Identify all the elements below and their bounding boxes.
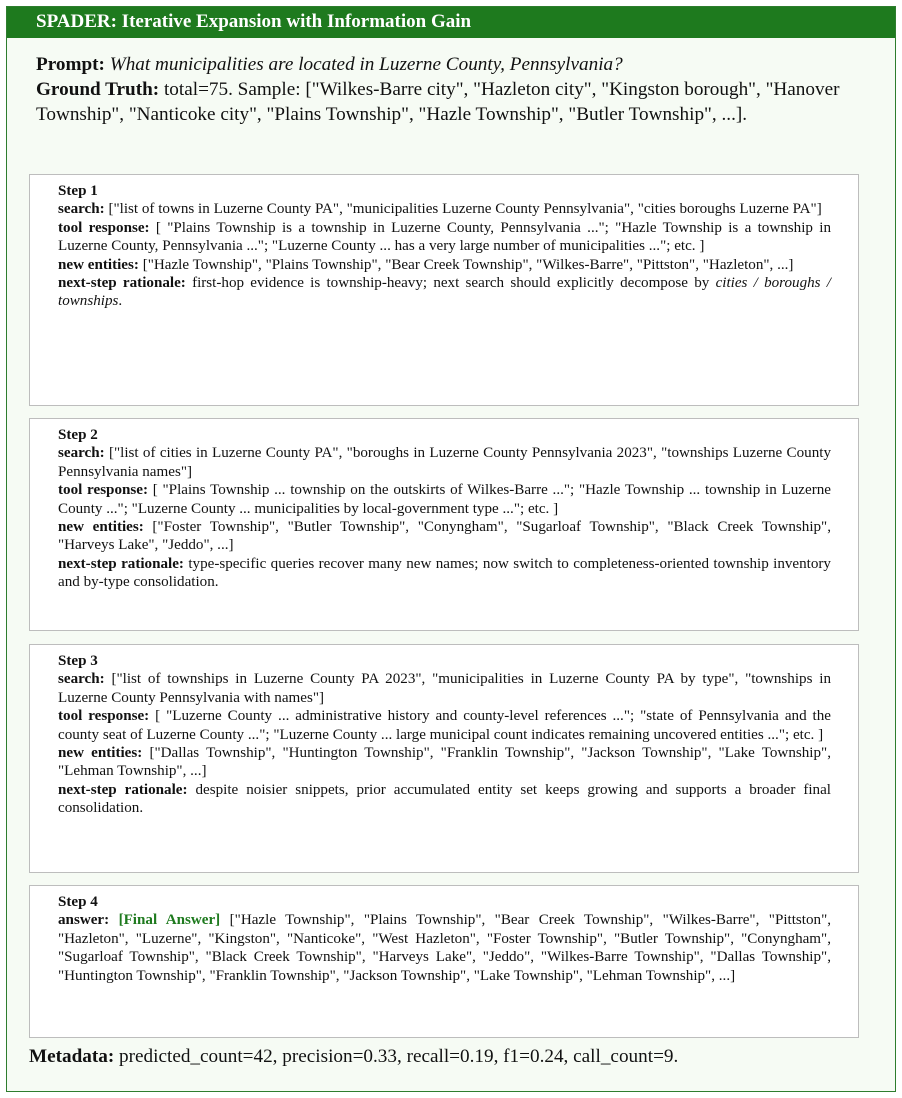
search-text: ["list of cities in Luzerne County PA", "boroughs in Luzerne County Pennsylvania 2023", "townships Luzerne County Pennsylvania names"] (58, 445, 831, 480)
step-title: Step 3 (58, 653, 98, 669)
ground-truth-text: total=75. Sample: ["Wilkes-Barre city", "Hazleton city", "Kingston borough", "Hanover Township", "Nanticoke city", "Plains Township", "Hazle Township", "Butler Township", ...]. (36, 79, 840, 125)
step-1-box (29, 174, 859, 406)
rationale-label: next-step rationale: (58, 275, 186, 292)
search-line (58, 200, 831, 218)
tool-response-label: tool response: (58, 482, 148, 499)
rationale-text: first-hop evidence is township-heavy; next search should explicitly decompose by (192, 275, 710, 292)
tool-response-line (58, 219, 831, 256)
new-entities-label: new entities: (58, 256, 139, 273)
search-line (58, 670, 831, 707)
step-title: Step 2 (58, 427, 98, 443)
search-label: search: (58, 671, 105, 688)
rationale-text: despite noisier snippets, prior accumulated entity set keeps growing and supports a broader final consolidation. (58, 781, 831, 817)
search-line (58, 444, 831, 481)
new-entities-line (58, 518, 831, 555)
new-entities-line (58, 256, 831, 274)
metadata-label: Metadata: (29, 1046, 115, 1067)
rationale-label: next-step rationale: (58, 555, 184, 572)
step-2-box (29, 418, 859, 631)
new-entities-line (58, 744, 831, 781)
rationale-end: . (118, 293, 123, 310)
tool-response-line (58, 481, 831, 518)
tool-response-text: [ "Luzerne County ... administrative history and county-level references ..."; "state of Pennsylvania and the county seat of Luzerne County ..."; "Luzerne County ... large municipal count indicates remaining uncovered entities ..."; etc. ] (58, 708, 831, 743)
ground-truth-line (36, 77, 867, 127)
tool-response-text: [ "Plains Township is a township in Luzerne County, Pennsylvania ..."; "Hazle Township is a township in Luzerne County, Pennsylvania ..."; "Luzerne County ... has a very large number of municipalities ..."; etc. ] (58, 219, 831, 255)
new-entities-text: ["Dallas Township", "Huntington Township", "Franklin Township", "Jackson Township", "Lake Township", "Lehman Township", ...] (58, 745, 831, 780)
metadata-line (29, 1044, 678, 1069)
intro-section (7, 38, 895, 127)
new-entities-text: ["Foster Township", "Butler Township", "Conyngham", "Sugarloaf Township", "Black Creek Township", "Harveys Lake", "Jeddo", ...] (58, 519, 831, 554)
new-entities-label: new entities: (58, 519, 144, 536)
final-answer-tag: [Final Answer] (118, 912, 221, 929)
search-text: ["list of townships in Luzerne County PA 2023", "municipalities in Luzerne County PA by type", "townships in Luzerne County Pennsylvania with names"] (58, 671, 831, 706)
rationale-text: type-specific queries recover many new names; now switch to completeness-oriented township inventory and by-type consolidation. (58, 555, 831, 591)
new-entities-text: ["Hazle Township", "Plains Township", "Bear Creek Township", "Wilkes-Barre", "Pittston", "Hazleton", ...] (142, 256, 794, 273)
step-3-box (29, 644, 859, 873)
tool-response-line (58, 707, 831, 744)
rationale-label: next-step rationale: (58, 781, 188, 798)
tool-response-text: [ "Plains Township ... township on the outskirts of Wilkes-Barre ..."; "Hazle Township ... township in Luzerne County ..."; "Luzerne County ... municipalities by local-government type ..."; etc. ] (58, 482, 831, 517)
rationale-line (58, 555, 831, 592)
new-entities-label: new entities: (58, 745, 143, 762)
search-label: search: (58, 201, 105, 218)
search-text: ["list of towns in Luzerne County PA", "municipalities Luzerne County Pennsylvania", "cities boroughs Luzerne PA"] (108, 201, 822, 218)
ground-truth-label: Ground Truth: (36, 79, 160, 100)
prompt-line (36, 52, 867, 77)
answer-line (58, 911, 831, 985)
rationale-emphasis: cities / boroughs / townships (58, 275, 831, 310)
metadata-text: predicted_count=42, precision=0.33, recall=0.19, f1=0.24, call_count=9. (119, 1046, 679, 1067)
tool-response-label: tool response: (58, 708, 150, 725)
tool-response-label: tool response: (58, 219, 150, 236)
box-title: SPADER: Iterative Expansion with Information Gain (7, 7, 895, 38)
rationale-line (58, 274, 831, 311)
search-label: search: (58, 445, 105, 462)
step-4-box (29, 885, 859, 1038)
step-title: Step 4 (58, 894, 98, 910)
rationale-line (58, 781, 831, 818)
answer-label: answer: (58, 912, 110, 929)
prompt-label: Prompt: (36, 54, 105, 75)
answer-text: ["Hazle Township", "Plains Township", "Bear Creek Township", "Wilkes-Barre", "Pittston", "Hazleton", "Luzerne", "Kingston", "Nanticoke", "West Hazleton", "Foster Township", "Butler Township", "Conyngham", "Sugarloaf Township", "Black Creek Township", "Harveys Lake", "Jeddo", "Wilkes-Barre Township", "Dallas Township", "Huntington Township", "Franklin Township", "Jackson Township", "Lake Township", "Lehman Township", ...] (58, 912, 832, 984)
prompt-text: What municipalities are located in Luzerne County, Pennsylvania? (109, 54, 623, 75)
step-title: Step 1 (58, 183, 98, 199)
